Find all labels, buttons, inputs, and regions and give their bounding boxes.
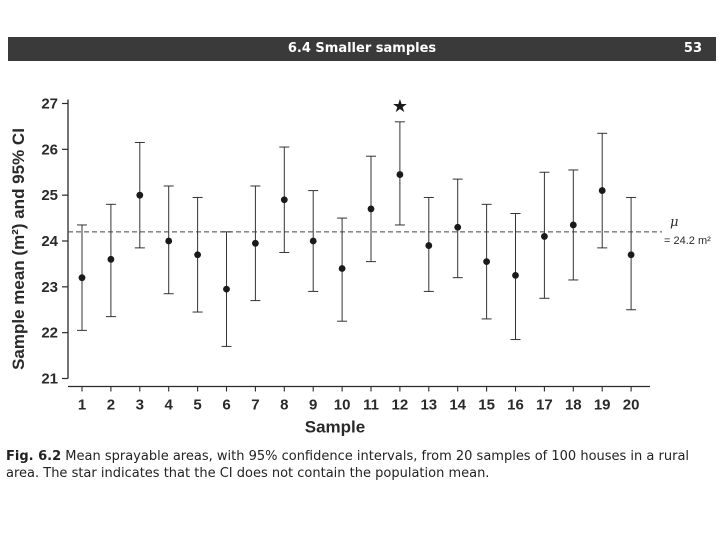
sample-mean-point xyxy=(79,274,86,281)
sample-mean-point xyxy=(397,171,404,178)
section-title: 6.4 Smaller samples xyxy=(287,41,437,56)
x-tick-label: 7 xyxy=(251,396,260,414)
sample-mean-point xyxy=(483,258,490,265)
x-tick-label: 18 xyxy=(564,396,582,414)
mu-symbol: μ xyxy=(670,214,679,230)
sample-mean-point xyxy=(136,192,143,199)
x-tick-label: 19 xyxy=(593,396,611,414)
sample-mean-point xyxy=(541,233,548,240)
x-tick-label: 12 xyxy=(391,396,409,414)
sample-mean-point xyxy=(599,187,606,194)
x-tick-label: 11 xyxy=(363,396,379,414)
y-tick-label: 21 xyxy=(41,370,58,388)
sample-mean-point xyxy=(454,224,461,231)
x-tick-label: 20 xyxy=(622,396,640,414)
x-tick-label: 3 xyxy=(135,396,144,414)
star-icon: ★ xyxy=(391,95,408,117)
y-tick-label: 25 xyxy=(41,187,58,205)
caption-label: Fig. 6.2 xyxy=(6,449,62,464)
sample-mean-point xyxy=(310,238,317,245)
sample-mean-point xyxy=(368,206,375,213)
y-tick-label: 22 xyxy=(41,324,58,342)
y-tick-label: 23 xyxy=(41,278,58,296)
sample-mean-point xyxy=(108,256,115,263)
x-tick-label: 16 xyxy=(507,396,524,414)
sample-mean-point xyxy=(165,238,172,245)
sample-mean-point xyxy=(339,265,346,272)
x-tick-label: 6 xyxy=(222,396,231,414)
y-tick-label: 27 xyxy=(41,95,58,113)
sample-mean-point xyxy=(425,242,432,249)
axes xyxy=(62,100,650,392)
figure-caption xyxy=(6,448,718,482)
x-tick-label: 4 xyxy=(164,396,173,414)
x-tick-label: 14 xyxy=(449,396,467,414)
sample-mean-point xyxy=(570,222,577,229)
sample-mean-point xyxy=(223,286,230,293)
x-tick-label: 2 xyxy=(106,396,116,414)
x-tick-label: 1 xyxy=(77,396,87,414)
sample-mean-point xyxy=(628,251,635,258)
y-tick-label: 24 xyxy=(41,233,58,250)
page-number: 53 xyxy=(683,41,702,56)
data-marks xyxy=(77,96,636,347)
population-mean-label: = 24.2 m² xyxy=(664,234,711,247)
y-tick-label: 26 xyxy=(41,141,58,159)
x-tick-label: 17 xyxy=(536,396,553,414)
y-axis-title: Sample mean (m²) and 95% CI xyxy=(9,128,28,370)
sample-mean-point xyxy=(252,240,259,247)
sample-mean-point xyxy=(512,272,519,279)
x-tick-label: 5 xyxy=(193,396,202,414)
x-axis-title: Sample xyxy=(304,417,366,437)
x-tick-label: 10 xyxy=(333,396,351,414)
caption-text: Mean sprayable areas, with 95% confidence intervals, from 20 samples of 100 houses in a rural area. The star indicates that the CI does not contain the population mean. xyxy=(6,449,690,481)
sample-mean-point xyxy=(194,251,201,258)
x-tick-label: 15 xyxy=(478,396,495,414)
x-tick-label: 8 xyxy=(280,396,289,414)
x-tick-label: 13 xyxy=(420,396,438,414)
population-mean-line xyxy=(68,215,711,247)
sample-mean-point xyxy=(281,196,288,203)
x-tick-label: 9 xyxy=(309,396,318,414)
